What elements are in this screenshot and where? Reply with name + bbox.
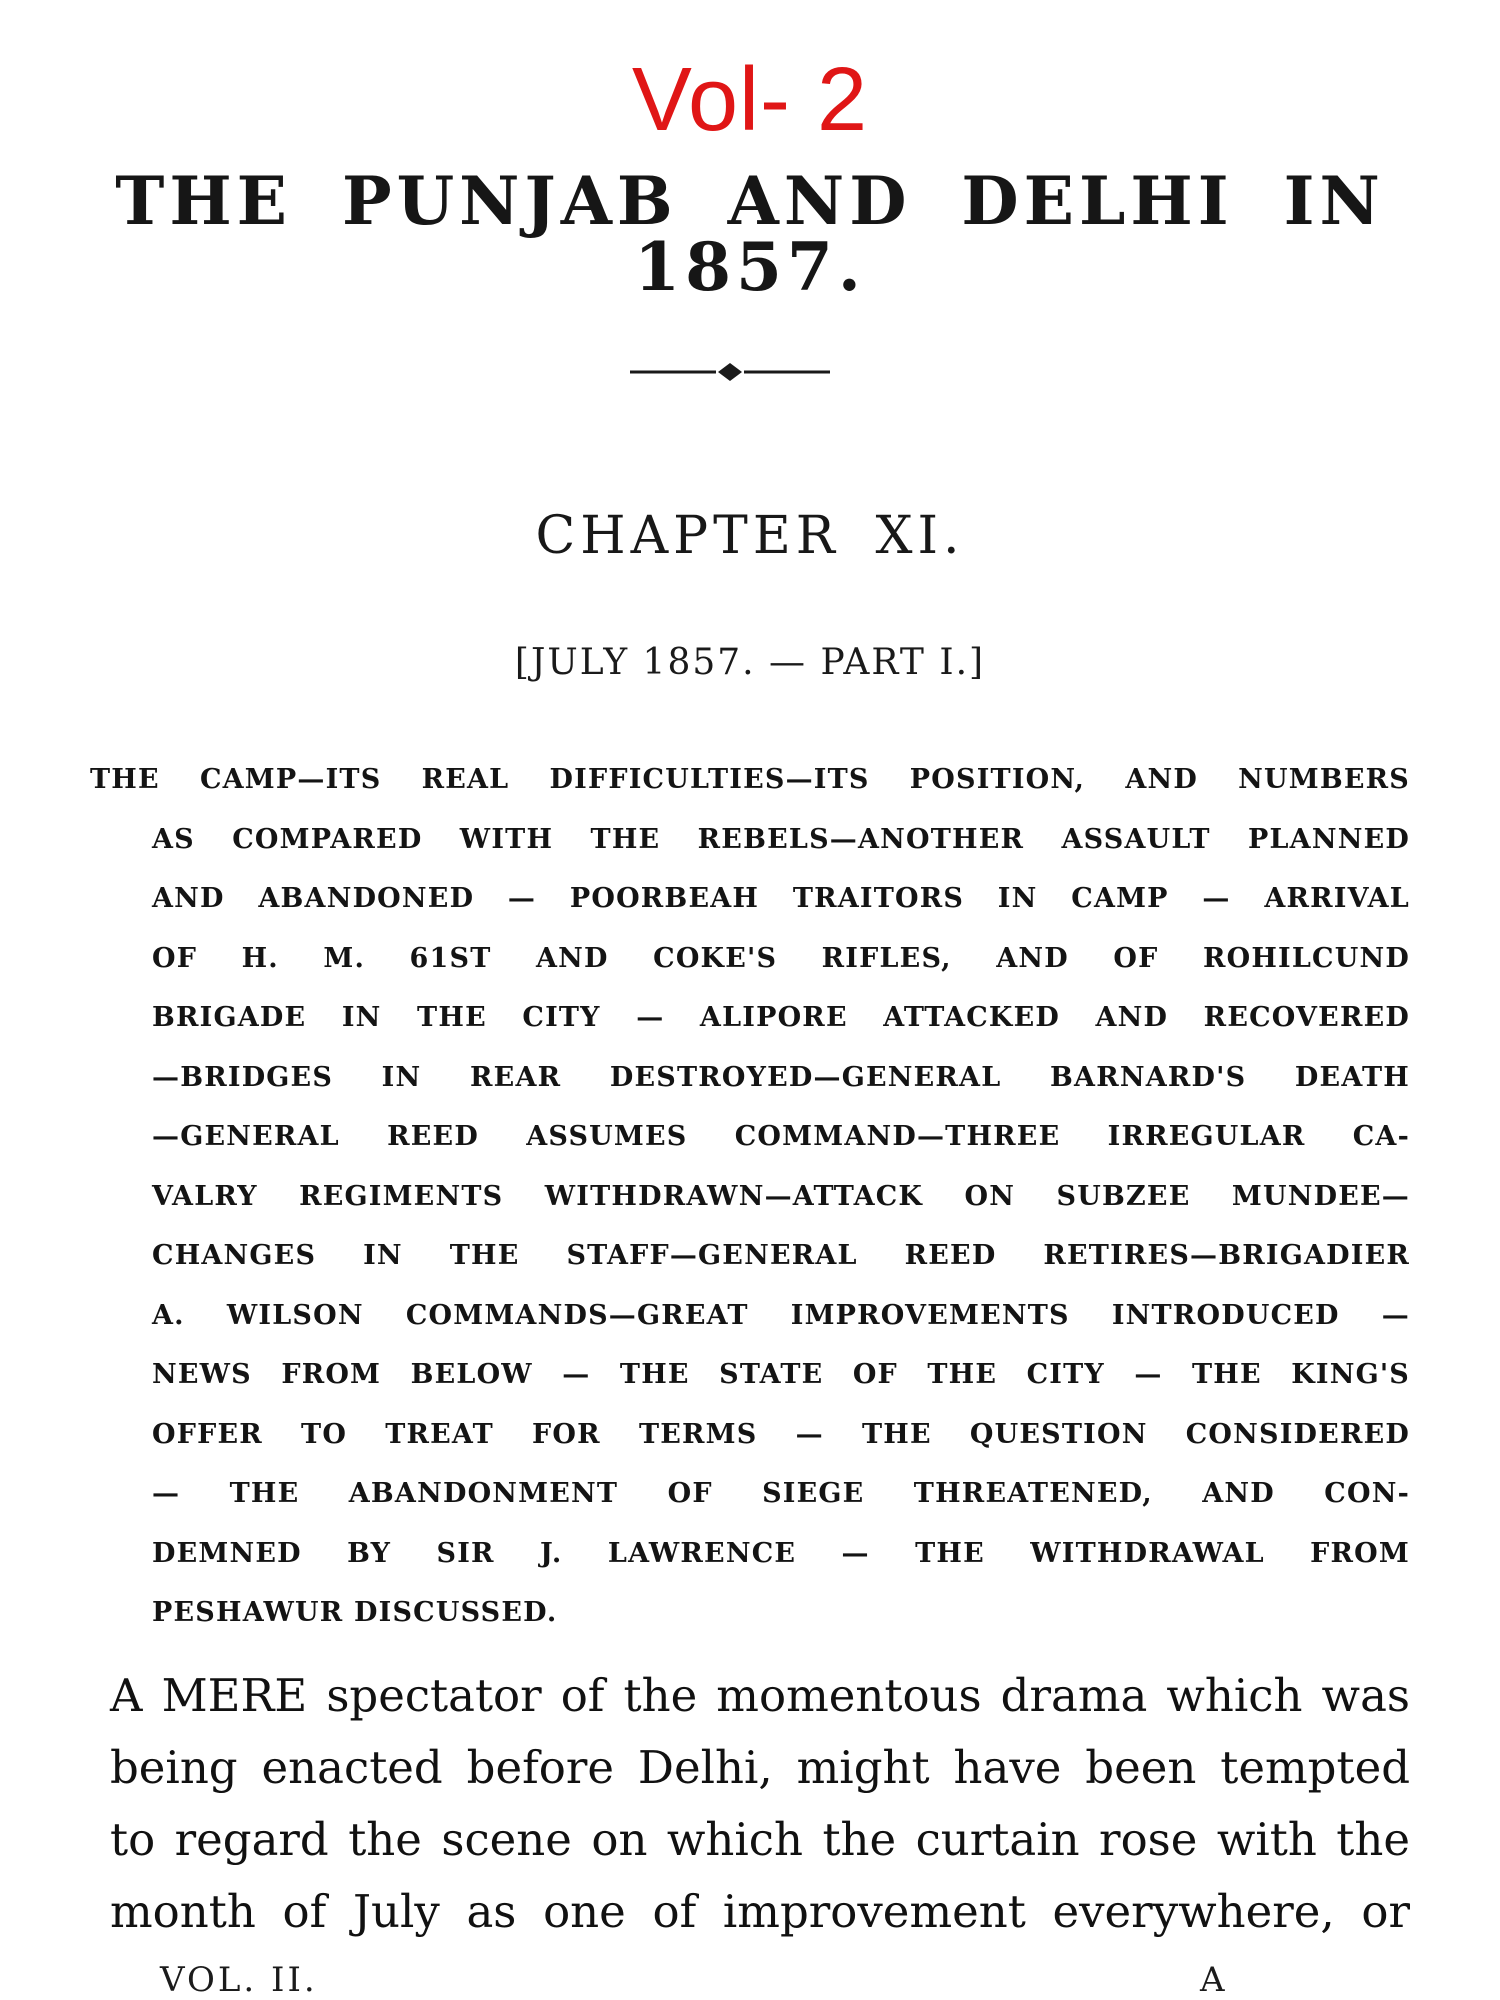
chapter-body-text [110, 1660, 1410, 1948]
diamond-rule-icon [630, 362, 830, 382]
synopsis-line: — THE ABANDONMENT OF SIEGE THREATENED, AND CON- [152, 1478, 1410, 1509]
book-title: THE PUNJAB AND DELHI IN 1857. [115, 162, 1385, 306]
synopsis-line: BRIGADE IN THE CITY — ALIPORE ATTACKED AND RECOVERED [152, 1002, 1410, 1033]
signature-mark: A [1200, 1960, 1228, 2000]
body-line [110, 1660, 1410, 1732]
synopsis-line: —GENERAL REED ASSUMES COMMAND—THREE IRREGULAR CA- [152, 1121, 1410, 1152]
synopsis-line: AS COMPARED WITH THE REBELS—ANOTHER ASSAULT PLANNED [152, 823, 1410, 855]
synopsis-line: OF H. M. 61ST AND COKE'S RIFLES, AND OF ROHILCUND [152, 942, 1410, 974]
body-line: month of July as one of improvement everywhere, or [110, 1885, 1410, 1938]
synopsis-line: NEWS FROM BELOW — THE STATE OF THE CITY — THE KING'S [152, 1359, 1410, 1390]
synopsis-line: DEMNED BY SIR J. LAWRENCE — THE WITHDRAWAL FROM [152, 1537, 1410, 1569]
chapter-subtitle: [JULY 1857. — PART I.] [514, 642, 986, 683]
chapter-title: CHAPTER XI. [535, 506, 965, 566]
synopsis-line: PESHAWUR DISCUSSED. [152, 1597, 558, 1628]
body-line: being enacted before Delhi, might have been tempted [110, 1741, 1410, 1794]
volume-annotation: Vol- 2 [631, 50, 869, 150]
body-line: to regard the scene on which the curtain rose with the [110, 1813, 1410, 1866]
volume-label: VOL. II. [160, 1960, 318, 2000]
synopsis-line: AND ABANDONED — POORBEAH TRAITORS IN CAMP — ARRIVAL [152, 883, 1410, 914]
synopsis-line: VALRY REGIMENTS WITHDRAWN—ATTACK ON SUBZEE MUNDEE— [152, 1180, 1410, 1212]
first-line-text: spectator of the momentous drama which was [326, 1669, 1410, 1722]
opening-small-caps: A MERE [110, 1669, 308, 1722]
chapter-synopsis [90, 760, 1410, 1653]
synopsis-line: A. WILSON COMMANDS—GREAT IMPROVEMENTS INTRODUCED — [152, 1299, 1410, 1331]
synopsis-line: —BRIDGES IN REAR DESTROYED—GENERAL BARNARD'S DEATH [152, 1061, 1410, 1093]
synopsis-line: CHANGES IN THE STAFF—GENERAL REED RETIRES—BRIGADIER [152, 1240, 1410, 1271]
synopsis-line: THE CAMP—ITS REAL DIFFICULTIES—ITS POSITION, AND NUMBERS [90, 764, 1410, 795]
synopsis-line: OFFER TO TREAT FOR TERMS — THE QUESTION CONSIDERED [152, 1418, 1410, 1450]
